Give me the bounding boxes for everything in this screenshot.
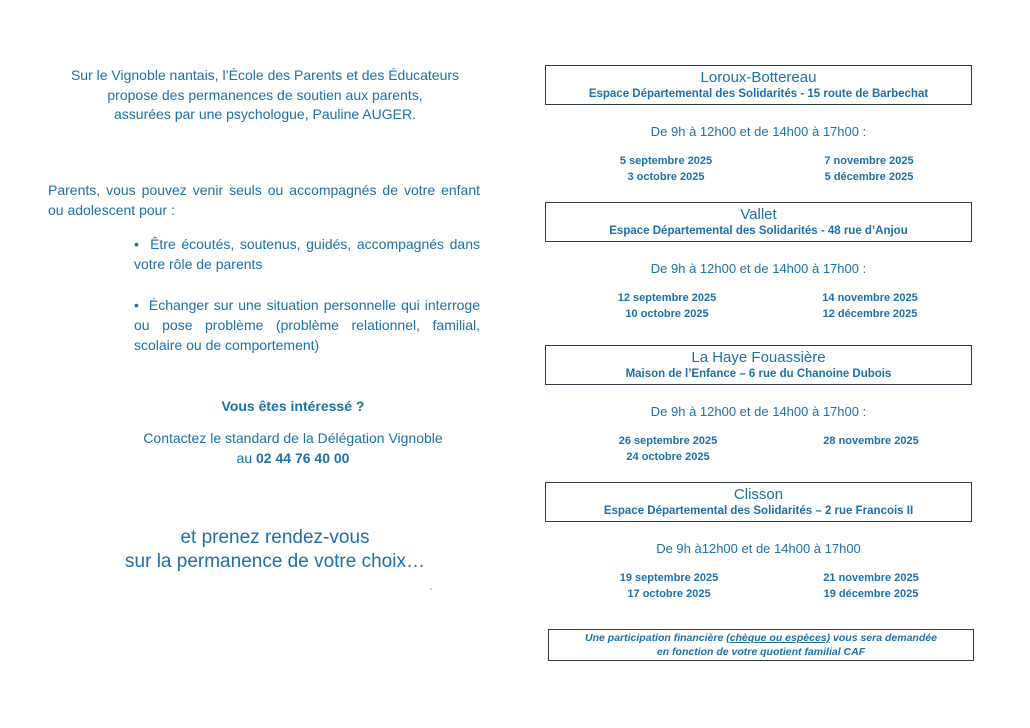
- note-text: Une participation financière: [585, 632, 727, 644]
- contact-line: Contactez le standard de la Délégation Vignoble: [143, 430, 443, 446]
- intro-line: assurées par une psychologue, Pauline AUGER.: [114, 106, 416, 122]
- dates-left: [576, 153, 756, 185]
- location-name: Loroux-Bottereau: [700, 69, 817, 86]
- date-item: 5 septembre 2025: [619, 155, 713, 167]
- decorative-dot: [430, 588, 432, 590]
- dates-right: [781, 570, 961, 602]
- date-item: 10 octobre 2025: [625, 308, 709, 320]
- call-to-action: [40, 526, 510, 574]
- cta-line: et prenez rendez-vous: [180, 527, 370, 548]
- dates-left: [577, 290, 757, 322]
- bullet-icon: •: [134, 297, 149, 313]
- contact-block: [48, 428, 538, 468]
- intro-line: Sur le Vignoble nantais, l’École des Parents et des Éducateurs: [70, 67, 460, 83]
- location-hours: De 9h à12h00 et de 14h00 à 17h00: [656, 541, 861, 556]
- date-item: 19 septembre 2025: [619, 572, 719, 584]
- intro-paragraph: [40, 66, 490, 125]
- interest-heading: Vous êtes intéressé ?: [221, 398, 365, 414]
- location-name: La Haye Fouassière: [691, 349, 826, 366]
- phone-prefix: au: [236, 450, 257, 466]
- date-item: 5 décembre 2025: [824, 171, 914, 183]
- cta-line: sur la permanence de votre choix…: [125, 551, 425, 572]
- location-box-la-haye: [545, 345, 972, 385]
- dates-right: [780, 290, 960, 322]
- date-item: 14 novembre 2025: [822, 292, 918, 304]
- location-name: Clisson: [733, 486, 784, 503]
- date-item: 19 décembre 2025: [823, 588, 919, 600]
- date-item: 24 octobre 2025: [626, 451, 710, 463]
- location-box-loroux: [545, 65, 972, 105]
- note-underlined: (chèque ou espèces): [726, 632, 831, 644]
- location-hours: De 9h à 12h00 et de 14h00 à 17h00 :: [650, 124, 867, 139]
- bullet-text: Échanger sur une situation personnelle qui interroge ou pose problème (problème relationnel, familial, scolaire ou de comportement): [134, 297, 480, 353]
- phone-number: 02 44 76 40 00: [256, 450, 350, 466]
- date-item: 12 décembre 2025: [822, 308, 918, 320]
- date-item: 12 septembre 2025: [617, 292, 717, 304]
- dates-right: [779, 153, 959, 185]
- note-line-2: en fonction de votre quotient familial CAF: [656, 646, 866, 658]
- bullet-item: [134, 295, 480, 355]
- intro-line: propose des permanences de soutien aux parents,: [107, 86, 423, 103]
- location-hours: De 9h à 12h00 et de 14h00 à 17h00 :: [650, 404, 867, 419]
- dates-right: [781, 433, 961, 449]
- payment-note: [548, 629, 974, 661]
- dates-left: [579, 570, 759, 602]
- date-item: 26 septembre 2025: [618, 435, 718, 447]
- location-address: Maison de l’Enfance – 6 rue du Chanoine Dubois: [625, 368, 892, 380]
- date-item: 21 novembre 2025: [823, 572, 919, 584]
- location-address: Espace Départemental des Solidarités – 2 rue Francois II: [603, 505, 914, 517]
- note-line-1: [549, 631, 973, 645]
- date-item: 17 octobre 2025: [627, 588, 711, 600]
- date-item: 3 octobre 2025: [627, 171, 705, 183]
- location-name: Vallet: [740, 206, 777, 223]
- location-box-clisson: [545, 482, 972, 522]
- phone-line: [48, 448, 538, 468]
- location-address: Espace Départemental des Solidarités - 15 route de Barbechat: [588, 88, 929, 100]
- parents-paragraph: Parents, vous pouvez venir seuls ou accompagnés de votre enfant ou adolescent pour :: [48, 182, 480, 218]
- dates-left: [578, 433, 758, 465]
- date-item: 7 novembre 2025: [824, 155, 914, 167]
- note-text: vous sera demandée: [830, 632, 937, 644]
- location-hours: De 9h à 12h00 et de 14h00 à 17h00 :: [650, 261, 867, 276]
- bullet-item: [134, 234, 480, 274]
- location-address: Espace Départemental des Solidarités - 48 rue d’Anjou: [609, 225, 908, 237]
- date-item: 28 novembre 2025: [823, 435, 919, 447]
- location-box-vallet: [545, 202, 972, 242]
- bullet-icon: •: [134, 236, 151, 252]
- bullet-text: Être écoutés, soutenus, guidés, accompagnés dans votre rôle de parents: [134, 236, 480, 272]
